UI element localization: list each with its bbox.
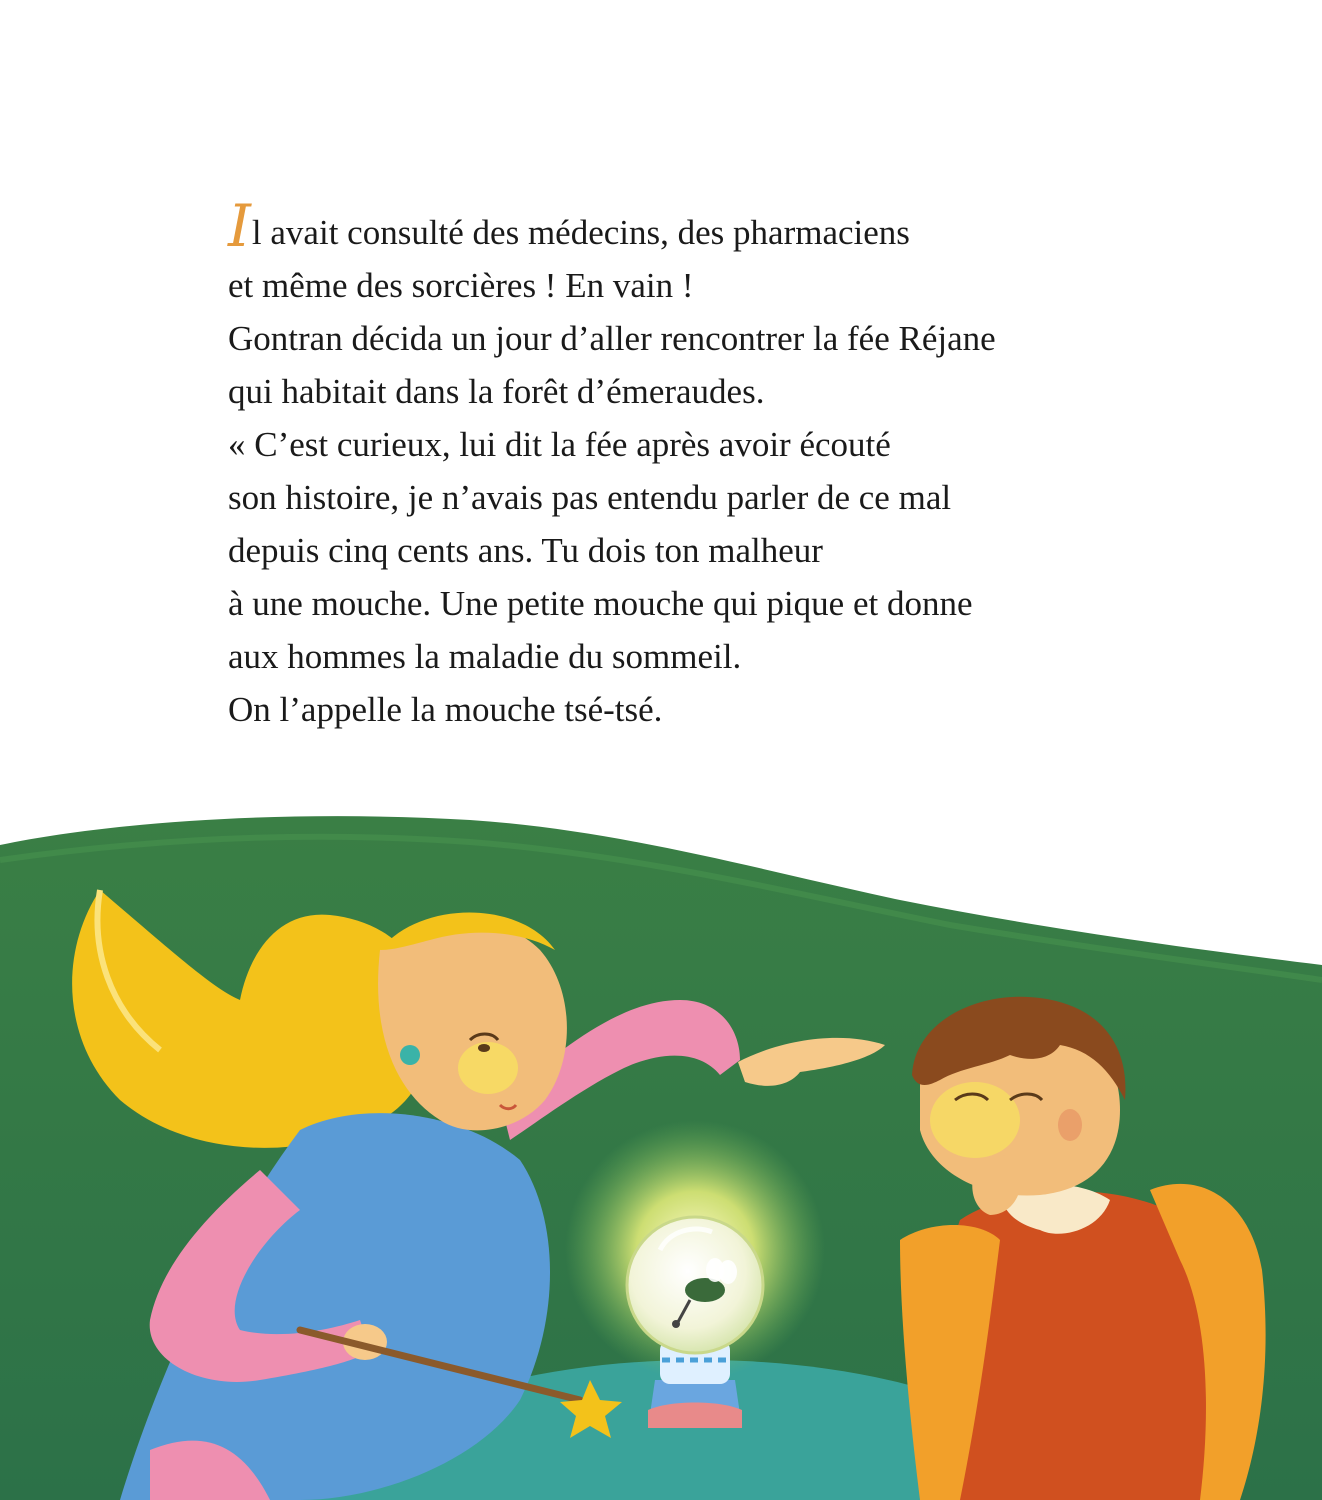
story-line-1 — [228, 192, 1128, 260]
story-text — [228, 192, 1128, 736]
drop-cap: I — [228, 192, 251, 260]
story-line-5: « C’est curieux, lui dit la fée après avoir écouté — [228, 425, 891, 464]
story-line-8: à une mouche. Une petite mouche qui pique et donne — [228, 584, 973, 623]
first-line-text: l avait consulté des médecins, des pharmaciens — [251, 213, 910, 252]
story-line-3: Gontran décida un jour d’aller rencontrer la fée Réjane — [228, 319, 996, 358]
story-line-7: depuis cinq cents ans. Tu dois ton malheur — [228, 531, 823, 570]
story-line-9: aux hommes la maladie du sommeil. — [228, 637, 742, 676]
story-line-10: On l’appelle la mouche tsé-tsé. — [228, 690, 663, 729]
boy-head — [912, 997, 1125, 1196]
story-line-4: qui habitait dans la forêt d’émeraudes. — [228, 372, 765, 411]
story-line-6: son histoire, je n’avais pas entendu parler de ce mal — [228, 478, 952, 517]
fairy-and-boy-illustration — [0, 800, 1322, 1500]
story-line-2: et même des sorcières ! En vain ! — [228, 266, 694, 305]
